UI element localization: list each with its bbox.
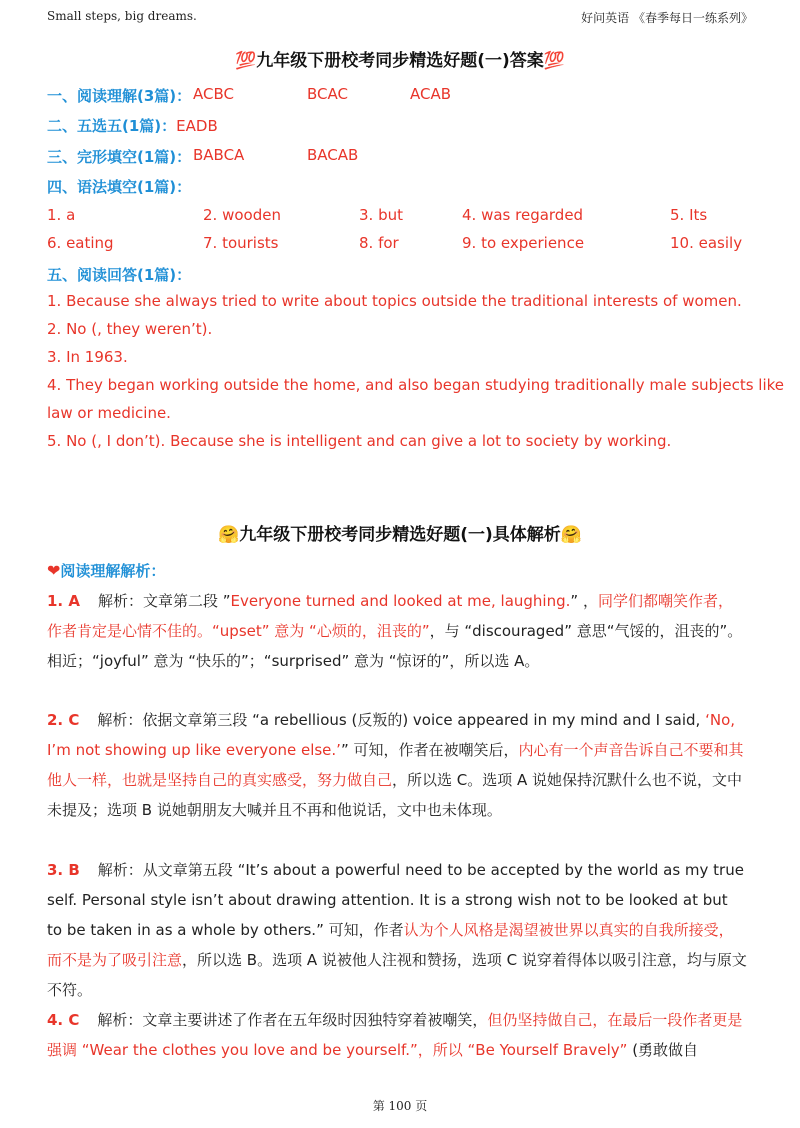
grammar-item: 6. eating — [47, 234, 114, 252]
analysis-heading — [47, 560, 165, 581]
heart-icon: ❤ — [47, 561, 61, 580]
answer-value: BACAB — [307, 146, 359, 164]
grammar-item: 9. to experience — [462, 234, 585, 252]
analysis-number: 3. B — [47, 861, 80, 879]
analysis-heading-text: 阅读理解解析： — [60, 562, 166, 580]
hugging-face-icon: 🤗 — [218, 525, 240, 545]
analysis-number: 4. C — [47, 1011, 80, 1029]
response-line: law or medicine. — [47, 404, 171, 422]
section-label: 三、完形填空(1篇)： — [47, 148, 192, 166]
hundred-points-icon: 💯 — [543, 51, 565, 71]
analysis-item: 4. C 解析：文章主要讲述了作者在五年级时因独特穿着被嘲笑，但仍坚持做自己，在最后一段作者更是强调 “Wear the clothes you love and be yourself.”，所以 “Be Yourself Bravely” (勇敢做自 — [47, 1011, 743, 1059]
response-line: 4. They began working outside the home, and also began studying traditionally male subjects like — [47, 376, 785, 394]
response-line: 1. Because she always tried to write about topics outside the traditional interests of women. — [47, 292, 742, 310]
analysis-item: 3. B 解析：从文章第五段 “It’s about a powerful need to be accepted by the world as my true self. Personal style isn’t about drawing attention. It is a strong wish not to be looked at but to be taken in as a whole by others.” 可知，作者认为个人风格是渴望被世界以真实的自我所接受，而不是为了吸引注意，所以选 B。选项 A 说被他人注视和赞扬，选项 C 说穿着得体以吸引注意，均与原文不符。 — [47, 861, 747, 999]
analysis-item: 1. A 解析：文章第二段 ”Everyone turned and looked at me, laughing.” ，同学们都嘲笑作者，作者肯定是心情不佳的。“upset” 意为 “心烦的，沮丧的”，与 “discouraged” 意思“气馁的，沮丧的”。相近；“joyful” 意为 “快乐的”；“surprised” 意为 “惊讶的”，所以选 A。 — [47, 592, 743, 670]
response-line: 5. No (, I don’t). Because she is intelligent and can give a lot to society by working. — [47, 432, 672, 450]
grammar-item: 5. Its — [670, 206, 708, 224]
analysis-item: 2. C 解析：依据文章第三段 “a rebellious (反叛的) voice appeared in my mind and I said, ‘No, I’m not showing up like everyone else.’” 可知，作者在被嘲笑后，内心有一个声音告诉自己不要和其他人一样，也就是坚持自己的真实感受，努力做自己，所以选 C。选项 A 说她保持沉默什么也不说，文中未提及；选项 B 说她朝朋友大喊并且不再和他说话，文中也未体现。 — [47, 711, 744, 819]
page-number: 第 100 页 — [372, 1099, 428, 1113]
section-label: 五、阅读回答(1篇)： — [47, 266, 192, 284]
hugging-face-icon: 🤗 — [560, 525, 582, 545]
grammar-item: 4. was regarded — [462, 206, 584, 224]
header-series: 好问英语 《春季每日一练系列》 — [581, 11, 753, 25]
section-label: 四、语法填空(1篇)： — [47, 178, 192, 196]
response-line: 2. No (, they weren’t). — [47, 320, 213, 338]
analysis-title — [0, 520, 800, 545]
grammar-item: 7. tourists — [203, 234, 279, 252]
section-label: 一、阅读理解(3篇)： — [47, 87, 192, 105]
answer-five-choose-five — [47, 115, 218, 136]
answer-value: EADB — [176, 117, 218, 135]
answer-grammar-fill — [47, 176, 191, 197]
answer-cloze — [47, 146, 191, 167]
answer-reading — [47, 85, 191, 106]
analysis-number: 1. A — [47, 592, 80, 610]
answer-value: BCAC — [307, 85, 348, 103]
hundred-points-icon: 💯 — [235, 51, 257, 71]
grammar-item: 2. wooden — [203, 206, 281, 224]
grammar-item: 10. easily — [670, 234, 743, 252]
answer-reading-response — [47, 264, 191, 285]
analysis-title-text: 九年级下册校考同步精选好题(一)具体解析 — [239, 525, 561, 545]
grammar-item: 1. a — [47, 206, 76, 224]
response-line: 3. In 1963. — [47, 348, 128, 366]
section-label: 二、五选五(1篇)： — [47, 117, 177, 135]
answer-value: BABCA — [193, 146, 245, 164]
answers-title — [0, 46, 800, 71]
analysis-number: 2. C — [47, 711, 80, 729]
header-slogan: Small steps, big dreams. — [47, 9, 197, 23]
answer-value: ACBC — [193, 85, 234, 103]
grammar-item: 3. but — [359, 206, 403, 224]
answer-value: ACAB — [410, 85, 452, 103]
answers-title-text: 九年级下册校考同步精选好题(一)答案 — [256, 51, 544, 71]
grammar-item: 8. for — [359, 234, 399, 252]
